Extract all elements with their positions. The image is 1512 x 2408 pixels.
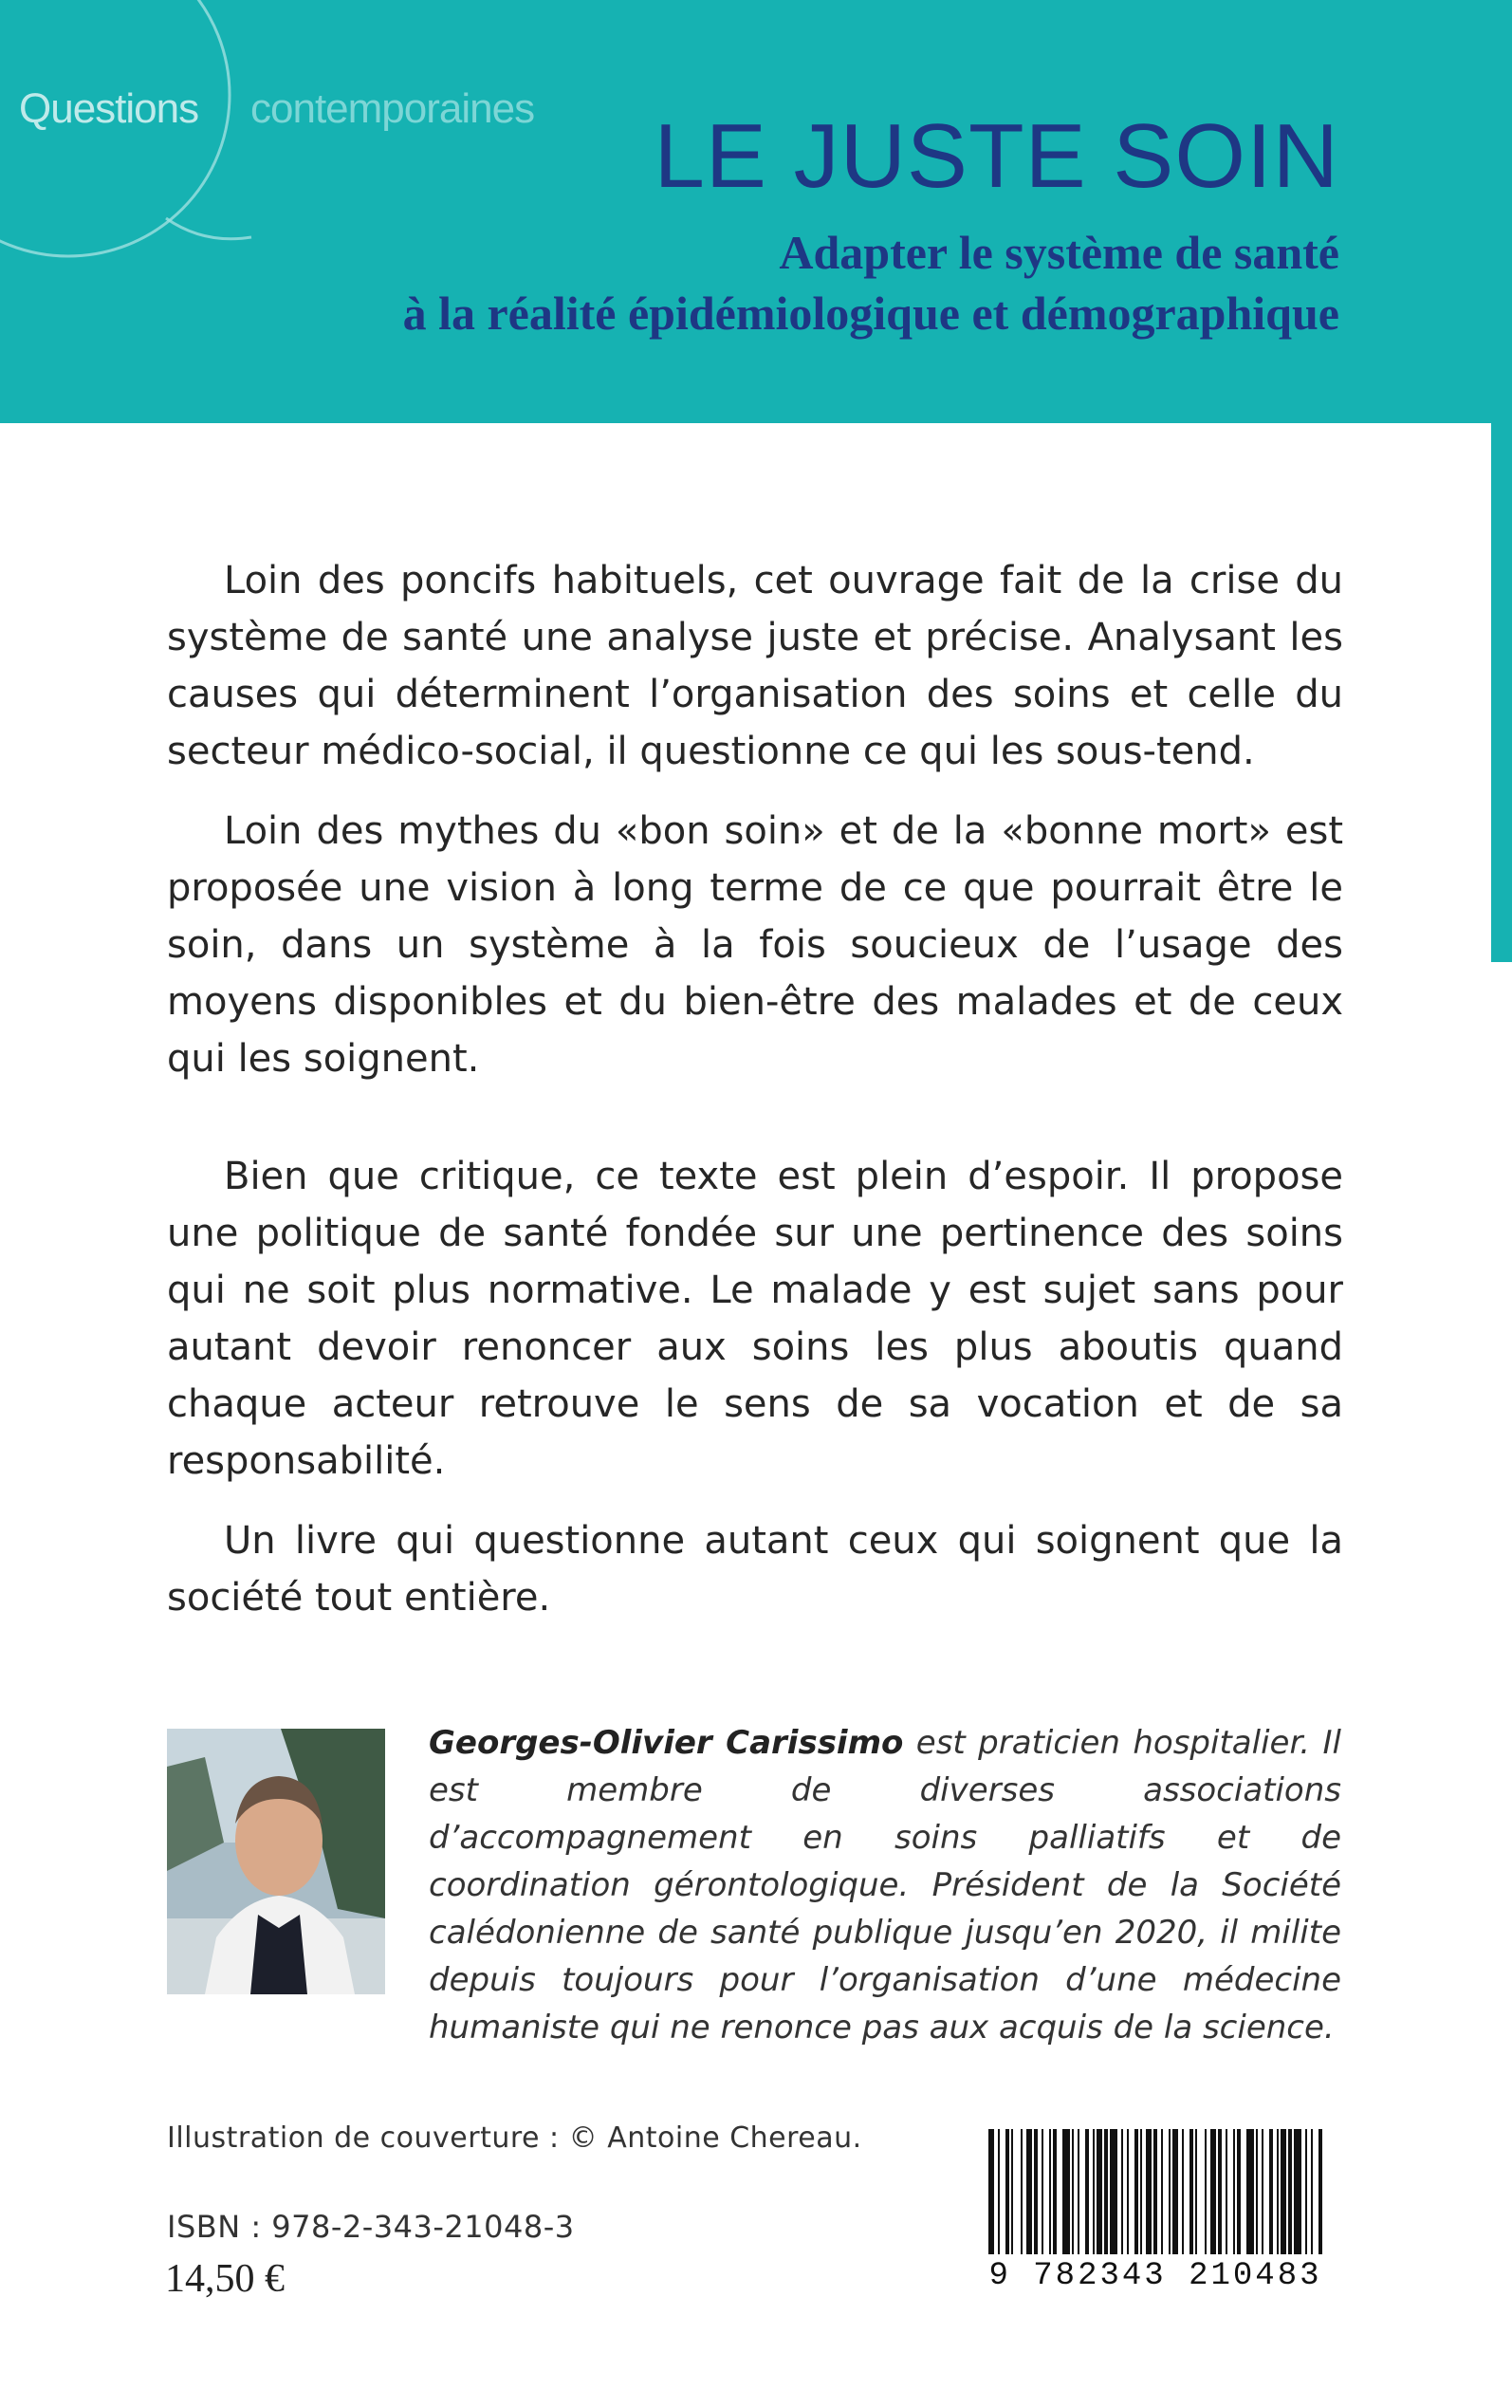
barcode-bar <box>1146 2129 1152 2254</box>
barcode-bar <box>1062 2129 1070 2254</box>
illustration-credit: Illustration de couverture : © Antoine Chereau. <box>167 2121 862 2155</box>
barcode-bar <box>1269 2129 1273 2254</box>
book-title: LE JUSTE SOIN <box>654 105 1339 207</box>
barcode-bar <box>1169 2129 1171 2254</box>
barcode-bar <box>1256 2129 1258 2254</box>
barcode-bar <box>1049 2129 1051 2254</box>
barcode-bar <box>1134 2129 1138 2254</box>
barcode-bar <box>1288 2129 1292 2254</box>
barcode-bar <box>1140 2129 1142 2254</box>
blurb-paragraph-4: Un livre qui questionne autant ceux qui soignent que la société tout entière. <box>167 1519 1343 1620</box>
barcode-bar <box>1072 2129 1074 2254</box>
barcode-bar <box>1189 2129 1193 2254</box>
barcode-bar <box>1195 2129 1197 2254</box>
barcode-bar <box>1034 2129 1038 2254</box>
barcode-bar <box>1053 2129 1057 2254</box>
subtitle-line-2: à la réalité épidémiologique et démographique <box>402 287 1339 340</box>
barcode-bar <box>1127 2129 1129 2254</box>
barcode-bar <box>1042 2129 1043 2254</box>
barcode-bar <box>1205 2129 1207 2254</box>
author-bio <box>429 1719 1341 2051</box>
barcode-bar <box>1281 2129 1286 2254</box>
barcode-bar <box>1226 2129 1227 2254</box>
barcode-bar <box>1262 2129 1263 2254</box>
barcode-bar <box>1233 2129 1235 2254</box>
barcode-bar <box>1085 2129 1089 2254</box>
barcode-bar <box>988 2129 994 2254</box>
q-logo-icon <box>0 0 285 285</box>
barcode-bar <box>1110 2129 1117 2254</box>
isbn: ISBN : 978-2-343-21048-3 <box>167 2209 575 2245</box>
barcode-bar <box>1093 2129 1095 2254</box>
barcode-bar <box>1021 2129 1023 2254</box>
barcode-bar <box>1011 2129 1013 2254</box>
barcode-bar <box>1005 2129 1009 2254</box>
barcode-bar <box>1277 2129 1279 2254</box>
barcode-bar <box>1311 2129 1313 2254</box>
barcode-bar <box>1182 2129 1184 2254</box>
barcode-bar <box>1237 2129 1241 2254</box>
barcode-bar <box>1078 2129 1079 2254</box>
barcode-bar <box>998 2129 1000 2254</box>
barcode-bar <box>1172 2129 1178 2254</box>
barcode-bar <box>1246 2129 1254 2254</box>
barcode-bar <box>1210 2129 1216 2254</box>
blurb-paragraph-3: Bien que critique, ce texte est plein d’espoir. Il propose une politique de santé fondée sur une pertinence des soins qui ne soit plus normative. Le malade y est sujet sans pour autant devoir renoncer aux soins les plus aboutis quand chaque acteur retrouve le sens de sa vocation et de sa responsabilité. <box>167 1155 1343 1483</box>
series-name-first: Questions <box>19 85 199 132</box>
barcode-digits: 9 782343 210483 <box>988 2258 1322 2294</box>
author-bio-text: est praticien hospitalier. Il est membre de diverses associations d’accompagnement en soins palliatifs et de coordination gérontologique. Président de la Société calédonienne de santé publique jusqu’en 2020, il milite depuis toujours pour l’organisation d’une médecine humaniste qui ne renonce pas aux acquis de la science. <box>429 1724 1341 2047</box>
barcode-bar <box>1097 2129 1102 2254</box>
barcode-bar <box>1153 2129 1157 2254</box>
author-photo <box>167 1729 385 1994</box>
author-name: Georges-Olivier Carissimo <box>429 1724 904 1762</box>
blurb-paragraph-2: Loin des mythes du «bon soin» et de la «bonne mort» est proposée une vision à long terme de ce que pourrait être le soin, dans un système à la fois soucieux de l’usage des moyens disponibles et du bien-être des malades et de ceux qui les soignent. <box>167 809 1343 1081</box>
cover-header <box>0 0 1512 423</box>
barcode-bar <box>1318 2129 1322 2254</box>
barcode-bar <box>1026 2129 1032 2254</box>
barcode-bar <box>1218 2129 1222 2254</box>
price: 14,50 € <box>165 2257 285 2301</box>
barcode-bar <box>1294 2129 1301 2254</box>
book-subtitle <box>403 222 1339 343</box>
subtitle-line-1: Adapter le système de santé <box>779 226 1339 279</box>
blurb <box>167 552 1343 1626</box>
barcode-bar <box>1121 2129 1123 2254</box>
barcode-bar <box>1161 2129 1163 2254</box>
barcode-bar <box>1305 2129 1307 2254</box>
barcode-bar <box>1104 2129 1108 2254</box>
series-name-second: contemporaines <box>250 85 535 132</box>
side-stripe <box>1491 423 1512 962</box>
blurb-paragraph-1: Loin des poncifs habituels, cet ouvrage fait de la crise du système de santé une analyse juste et précise. Analysant les causes qui déterminent l’organisation des soins et celle du secteur médico-social, il questionne ce qui les sous-tend. <box>167 559 1343 773</box>
